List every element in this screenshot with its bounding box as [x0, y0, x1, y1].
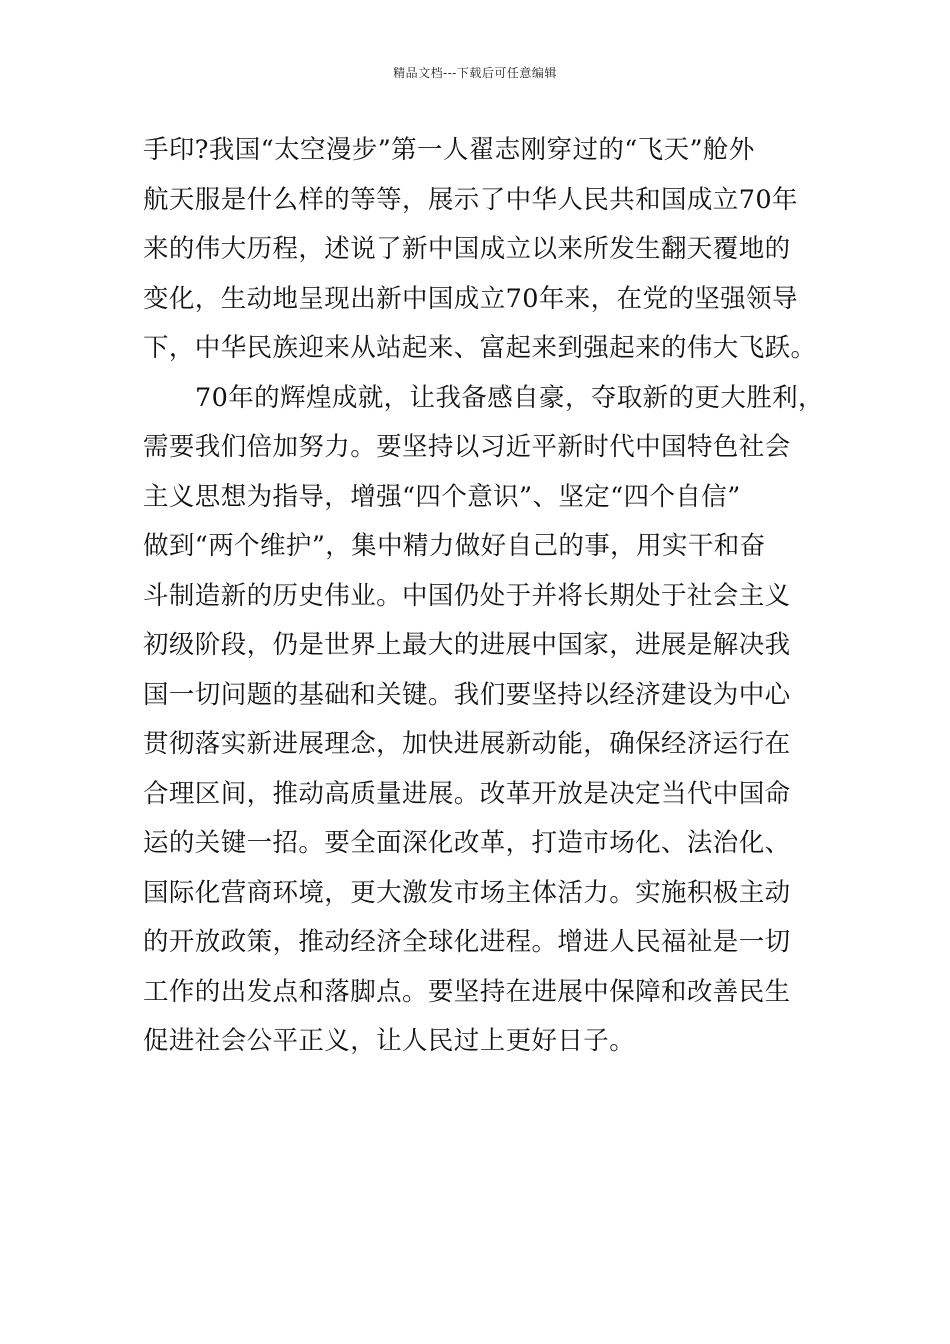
text-line: 工作的出发点和落脚点。要坚持在进展中保障和改善民生 [143, 976, 791, 1007]
paragraph [143, 126, 833, 374]
text-line: 需要我们倍加努力。要坚持以习近平新时代中国特色社会 [143, 432, 791, 462]
paragraph [143, 374, 833, 1067]
text-line: 合理区间，推动高质量进展。改革开放是决定当代中国命 [143, 778, 791, 809]
text-line: 下，中华民族迎来从站起来、富起来到强起来的伟大飞跃。 [143, 333, 817, 363]
document-body [143, 126, 833, 1067]
text-line: 国一切问题的基础和关键。我们要坚持以经济建设为中心 [143, 679, 791, 710]
page-header: 精品文档---下载后可任意编辑 [393, 66, 557, 80]
text-line: 手印?我国“太空漫步”第一人翟志刚穿过的“飞天”舱外 [143, 135, 755, 165]
text-line: 主义思想为指导，增强“四个意识”、坚定“四个自信” [143, 481, 741, 512]
text-line: 国际化营商环境，更大激发市场主体活力。实施积极主动 [143, 877, 791, 908]
text-line: 70年的辉煌成就，让我备感自豪，夺取新的更大胜利， [195, 382, 824, 413]
text-line: 变化，生动地呈现出新中国成立70年来，在党的坚强领导 [143, 283, 798, 314]
text-line: 来的伟大历程，述说了新中国成立以来所发生翻天覆地的 [143, 234, 791, 264]
text-line: 做到“两个维护”，集中精力做好自己的事，用实干和奋 [143, 531, 766, 561]
text-line: 运的关键一招。要全面深化改革，打造市场化、法治化、 [143, 828, 791, 858]
text-line: 初级阶段，仍是世界上最大的进展中国家，进展是解决我 [143, 630, 791, 660]
text-line: 航天服是什么样的等等，展示了中华人民共和国成立70年 [143, 184, 798, 215]
text-line: 促进社会公平正义，让人民过上更好日子。 [143, 1026, 636, 1056]
text-line: 斗制造新的历史伟业。中国仍处于并将长期处于社会主义 [143, 580, 791, 611]
text-line: 贯彻落实新进展理念，加快进展新动能，确保经济运行在 [143, 729, 791, 759]
text-line: 的开放政策，推动经济全球化进程。增进人民福祉是一切 [143, 927, 791, 957]
